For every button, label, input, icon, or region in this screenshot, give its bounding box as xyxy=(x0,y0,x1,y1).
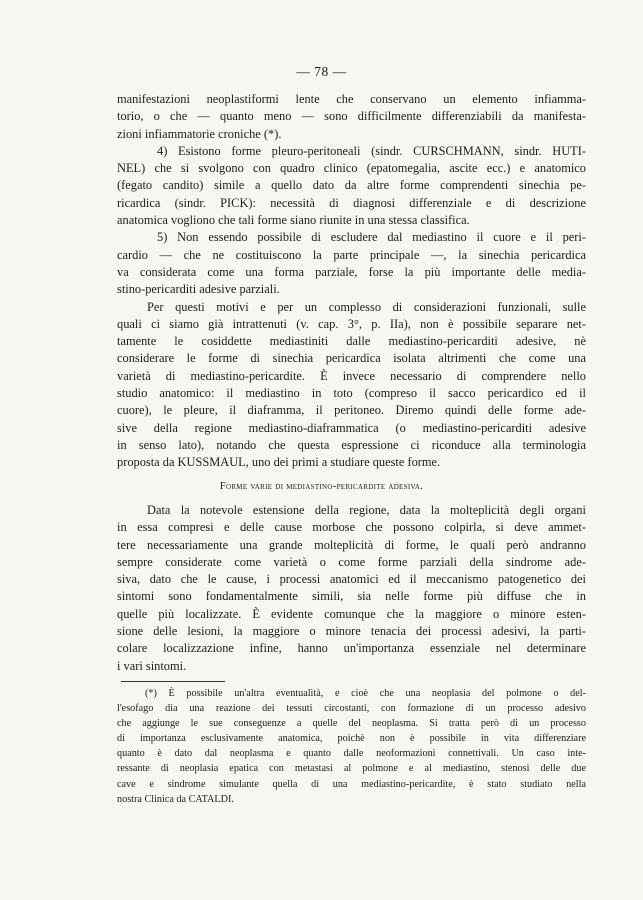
text-line: NEL) che si svolgono con quadro clinico (epatomegalia, ascite ecc.) e anatomico xyxy=(117,161,586,176)
text-line: va considerata come una forma parziale, forse la più importante delle media- xyxy=(117,264,586,279)
text-line: zioni infiammatorie croniche (*). xyxy=(117,126,282,141)
text-line: quali ci siamo già intrattenuti (v. cap. 3°, p. IIa), non è possibile separare net- xyxy=(117,316,586,331)
text-line: 5) Non essendo possibile di escludere dal mediastino il cuore e il peri- xyxy=(157,230,586,245)
text-line: i vari sintomi. xyxy=(117,658,187,673)
text-line: studio anatomico: il mediastino in toto (compreso il sacco pericardico ed il xyxy=(117,386,586,401)
text-line: siva, dato che le cause, i processi anatomici ed il meccanismo patogenetico dei xyxy=(117,572,586,587)
footnote xyxy=(117,686,586,807)
text-line: manifestazioni neoplastiformi lente che conservano un elemento infiamma- xyxy=(117,92,586,106)
footnote-line: quanto è dato dal neoplasma e quanto dalle neoformazioni connettivali. Un caso inte- xyxy=(117,748,586,760)
footnote-line: l'esofago dia una reazione dei tessuti circostanti, con formazione di un processo adesivo xyxy=(117,703,586,715)
body-text-upper xyxy=(117,91,586,472)
text-line: Per questi motivi e per un complesso di considerazioni funzionali, sulle xyxy=(147,299,586,314)
text-line: ricardica (sindr. PICK): necessità di diagnosi differenziale e di descrizione xyxy=(117,195,586,210)
text-line: 4) Esistono forme pleuro-peritoneali (sindr. CURSCHMANN, sindr. HUTI- xyxy=(157,143,586,158)
text-line: torio, o che — quanto meno — sono difficilmente differenziabili da manifesta- xyxy=(117,109,586,124)
footnote-line: di importanza esclusivamente anatomica, poichè non è possibile in vita differenziare xyxy=(117,733,586,745)
text-line: sione delle lesioni, la maggiore o minore tenacia dei processi adesivi, la parti- xyxy=(117,624,586,639)
footnote-line: ressante di neoplasia epatica con metastasi al polmone e al mediastino, stenosi delle due xyxy=(117,763,586,775)
text-line: colare localizzazione infine, hanno un'importanza essenziale nel determinare xyxy=(117,641,586,656)
text-line: tere necessariamente una grande molteplicità di forme, le quali però andranno xyxy=(117,537,586,552)
body-text-lower xyxy=(117,502,586,675)
text-line: Data la notevole estensione della regione, data la molteplicità degli organi xyxy=(147,503,586,517)
text-line: sintomi sono fondamentalmente simili, sia nelle forme più diffuse che in xyxy=(117,589,586,604)
text-line: in senso lato), notando che questa espressione ci riconduce alla terminologia xyxy=(117,437,586,452)
section-heading: Forme varie di mediastino-pericardite adesiva. xyxy=(219,481,424,492)
footnote-line: nostra Clinica da CATALDI. xyxy=(117,793,234,805)
text-line: varietà di mediastino-pericardite. È invece necessario di comprendere nello xyxy=(117,368,586,383)
text-line: cardio — che ne costituiscono la parte principale —, la sinechia pericardica xyxy=(117,247,586,262)
text-line: stino-pericarditi adesive parziali. xyxy=(117,282,280,297)
text-line: (fegato candito) simile a quello dato da altre forme comprendenti sinechia pe- xyxy=(117,178,586,193)
text-line: quelle più localizzate. È evidente comunque che la maggiore o minore esten- xyxy=(117,606,586,621)
text-line: sive della regione mediastino-diaframmatica (o mediastino-pericarditi adesive xyxy=(117,420,586,435)
text-line: sempre considerate come varietà o come forme parziali della sindrome ade- xyxy=(117,554,586,569)
text-line: in essa compresi e delle cause morbose che possono colpirla, si deve ammet- xyxy=(117,520,586,535)
text-line: cuore), le pleure, il diaframma, il peritoneo. Diremo quindi delle forme ade- xyxy=(117,403,586,418)
footnote-line: che aggiunge le sue conseguenze a quelle del neoplasma. Si tratta però di un processo xyxy=(117,718,586,730)
footnote-line: cave e sindrome simulante quella di una mediastino-pericardite, è stato studiato nella xyxy=(117,778,586,790)
text-line: considerare le forme di sinechia pericardica isolata altrimenti che come una xyxy=(117,351,586,366)
text-line: tamente le cosiddette mediastiniti dalle mediastino-pericarditi adesive, nè xyxy=(117,334,586,349)
text-line: anatomica vogliono che tali forme siano riunite in una stessa classifica. xyxy=(117,213,470,228)
text-line: proposta da KUSSMAUL, uno dei primi a studiare queste forme. xyxy=(117,455,441,470)
footnote-divider xyxy=(121,681,225,682)
footnote-line: (*) È possibile un'altra eventualità, e cioè che una neoplasia del polmone o del- xyxy=(145,688,586,699)
page-number: — 78 — xyxy=(296,64,347,79)
